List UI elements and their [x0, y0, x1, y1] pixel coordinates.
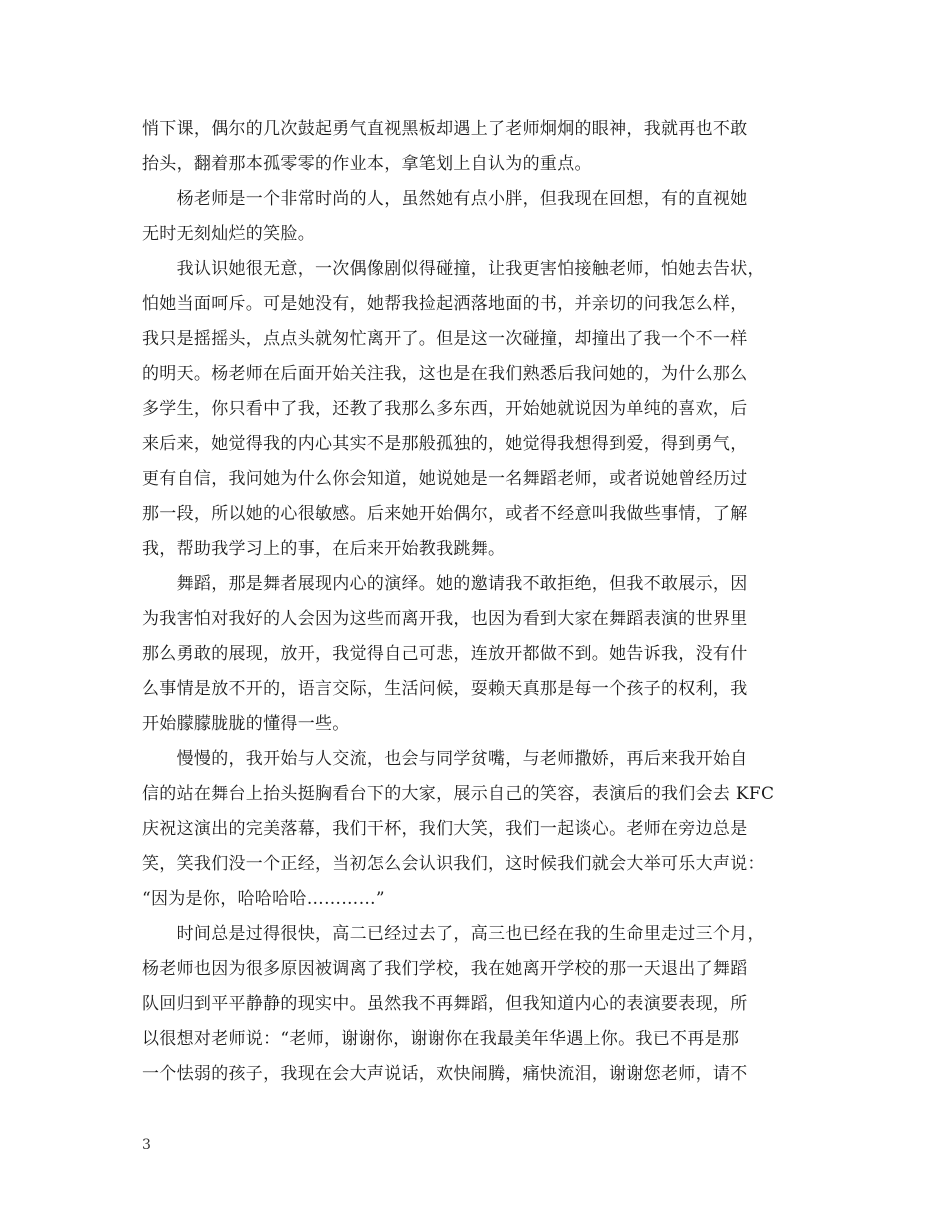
text-line: 开始朦朦胧胧的懂得一些。 — [142, 714, 350, 734]
text-line: 为我害怕对我好的人会因为这些而离开我，也因为看到大家在舞蹈表演的世界里 — [142, 609, 748, 629]
text-line: 那一段，所以她的心很敏感。后来她开始偶尔，或者不经意叫我做些事情，了解 — [142, 504, 748, 524]
text-line: 信的站在舞台上抬头挺胸看台下的大家，展示自己的笑容，表演后的我们会去 KFC — [142, 784, 775, 804]
text-line: 一个怯弱的孩子，我现在会大声说话，欢快闹腾，痛快流泪，谢谢您老师，请不 — [142, 1064, 748, 1084]
text-line: 笑，笑我们没一个正经，当初怎么会认识我们，这时候我们就会大举可乐大声说： — [142, 854, 765, 874]
text-line: 那么勇敢的展现，放开，我觉得自己可悲，连放开都做不到。她告诉我，没有什 — [142, 644, 748, 664]
text-line: 来后来，她觉得我的内心其实不是那般孤独的，她觉得我想得到爱，得到勇气， — [142, 434, 748, 454]
text-line: 我认识她很无意，一次偶像剧似得碰撞，让我更害怕接触老师，怕她去告状， — [142, 259, 765, 279]
text-line: 队回归到平平静静的现实中。虽然我不再舞蹈，但我知道内心的表演要表现，所 — [142, 994, 748, 1014]
text-line: 庆祝这演出的完美落幕，我们干杯，我们大笑，我们一起谈心。老师在旁边总是 — [142, 819, 748, 839]
text-line: 更有自信，我问她为什么你会知道，她说她是一名舞蹈老师，或者说她曾经历过 — [142, 469, 748, 489]
text-line: 时间总是过得很快，高二已经过去了，高三也已经在我的生命里走过三个月， — [142, 924, 765, 944]
text-line: 我只是摇摇头，点点头就匆忙离开了。但是这一次碰撞，却撞出了我一个不一样 — [142, 329, 748, 349]
text-line: 慢慢的，我开始与人交流，也会与同学贫嘴，与老师撒娇，再后来我开始自 — [142, 749, 748, 769]
text-line: 么事情是放不开的，语言交际，生活问候，耍赖天真那是每一个孩子的权利，我 — [142, 679, 748, 699]
text-line: 舞蹈，那是舞者展现内心的演绎。她的邀请我不敢拒绝，但我不敢展示，因 — [142, 574, 748, 594]
text-line: 多学生，你只看中了我，还教了我那么多东西，开始她就说因为单纯的喜欢，后 — [142, 399, 748, 419]
text-line: 我，帮助我学习上的事，在后来开始教我跳舞。 — [142, 539, 506, 559]
text-line: 悄下课，偶尔的几次鼓起勇气直视黑板却遇上了老师炯炯的眼神，我就再也不敢 — [142, 119, 748, 139]
page-number: 3 — [142, 1137, 151, 1153]
text-line: 杨老师也因为很多原因被调离了我们学校，我在她离开学校的那一天退出了舞蹈 — [142, 959, 748, 979]
text-line: 以很想对老师说：“老师，谢谢你，谢谢你在我最美年华遇上你。我已不再是那 — [142, 1029, 740, 1049]
body-text — [142, 112, 822, 1092]
text-line: 怕她当面呵斥。可是她没有，她帮我捡起洒落地面的书，并亲切的问我怎么样， — [142, 294, 748, 314]
text-line: “因为是你，哈哈哈哈…………” — [142, 889, 385, 909]
text-line: 杨老师是一个非常时尚的人，虽然她有点小胖，但我现在回想，有的直视她 — [142, 189, 748, 209]
text-line: 抬头，翻着那本孤零零的作业本，拿笔划上自认为的重点。 — [142, 154, 592, 174]
text-line: 无时无刻灿烂的笑脸。 — [142, 224, 315, 244]
text-line: 的明天。杨老师在后面开始关注我，这也是在我们熟悉后我问她的，为什么那么 — [142, 364, 748, 384]
